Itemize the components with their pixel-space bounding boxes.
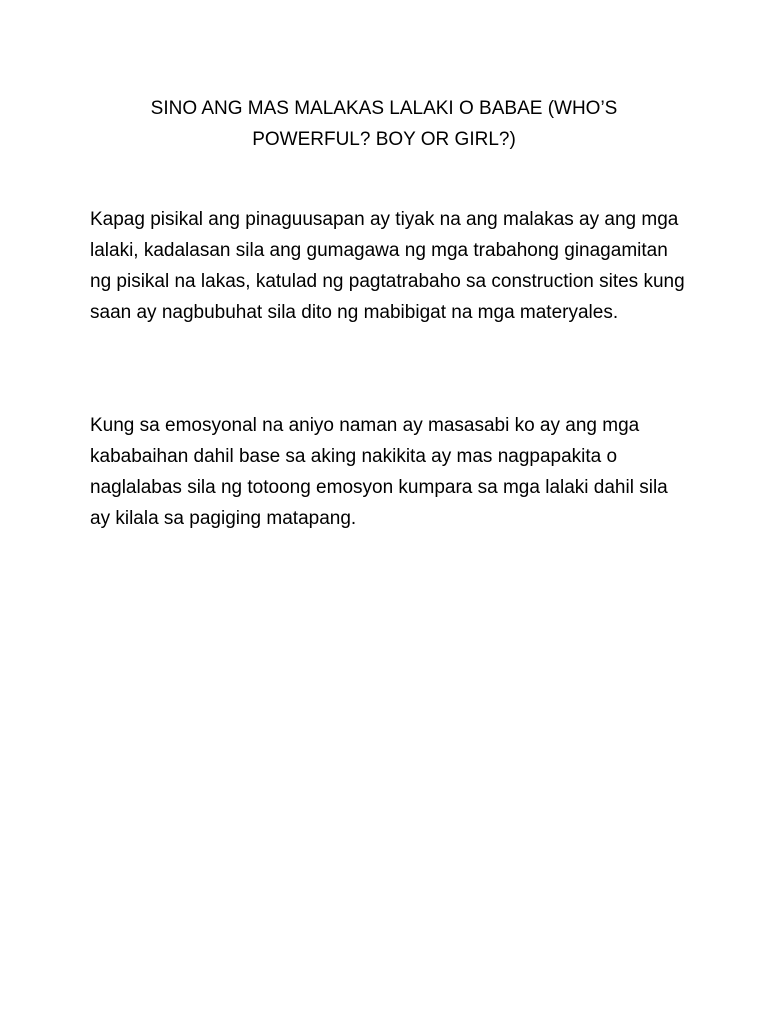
paragraph-emotional-strength: Kung sa emosyonal na aniyo naman ay masasabi ko ay ang mga kababaihan dahil base sa aking nakikita ay mas nagpapakita o naglalabas sila ng totoong emosyon kumpara sa mga lalaki dahil sila ay kilala sa pagiging matapang. <box>90 415 668 529</box>
document-title: SINO ANG MAS MALAKAS LALAKI O BABAE (WHO’S POWERFUL? BOY OR GIRL?) <box>150 98 618 150</box>
paragraph-physical-strength: Kapag pisikal ang pinaguusapan ay tiyak na ang malakas ay ang mga lalaki, kadalasan sila ang gumagawa ng mga trabahong ginagamitan ng pisikal na lakas, katulad ng pagtatrabaho sa construction sites kung saan ay nagbubuhat sila dito ng mabibigat na mga materyales. <box>90 209 685 323</box>
